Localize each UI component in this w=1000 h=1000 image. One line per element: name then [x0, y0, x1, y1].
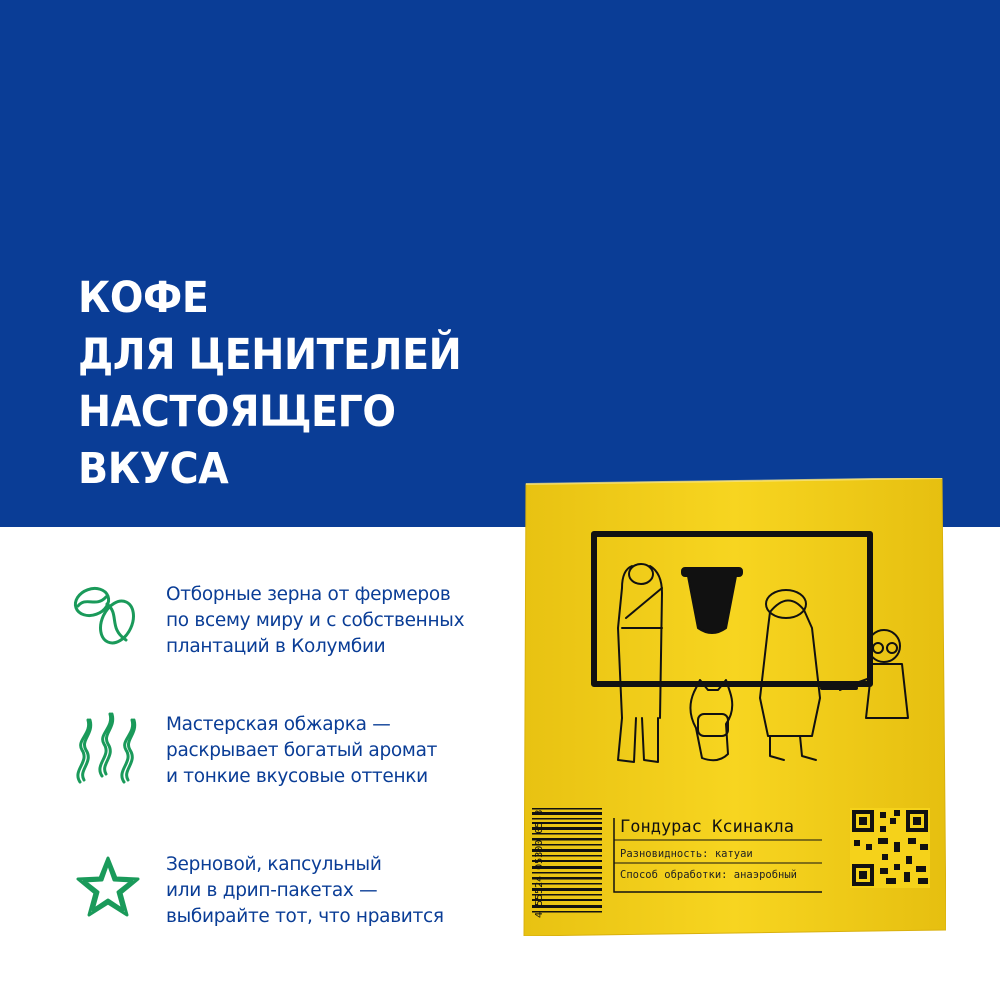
feature-roasting-line: и тонкие вкусовые оттенки	[166, 766, 428, 787]
feature-formats-line: выбирайте тот, что нравится	[166, 906, 444, 927]
star-icon	[72, 852, 144, 924]
feature-formats	[72, 852, 492, 952]
product-title: Гондурас Ксинакла	[620, 817, 794, 837]
barcode-number: 4 55524 05300 05 3	[534, 809, 545, 918]
feature-beans-line: плантаций в Колумбии	[166, 636, 386, 657]
qr-code	[850, 808, 930, 888]
feature-roasting-line: Мастерская обжарка —	[166, 714, 391, 735]
headline	[78, 270, 461, 498]
aroma-steam-icon	[72, 712, 144, 784]
feature-formats-line: или в дрип-пакетах —	[166, 880, 378, 901]
headline-line-1: КОФЕ	[78, 273, 209, 323]
feature-formats-text	[166, 852, 444, 930]
headline-line-3: НАСТОЯЩЕГО	[78, 387, 396, 437]
feature-beans-line: по всему миру и с собственных	[166, 610, 465, 631]
headline-line-4: ВКУСА	[78, 444, 229, 494]
coffee-package	[522, 478, 946, 936]
coffee-beans-icon	[72, 582, 144, 654]
feature-formats-line: Зерновой, капсульный	[166, 854, 382, 875]
feature-roasting-line: раскрывает богатый аромат	[166, 740, 438, 761]
product-process: Способ обработки: анаэробный	[620, 869, 798, 881]
headline-line-2: ДЛЯ ЦЕНИТЕЛЕЙ	[78, 330, 462, 380]
feature-beans-text	[166, 582, 464, 660]
feature-roasting-text	[166, 712, 437, 790]
feature-beans	[72, 582, 492, 682]
feature-roasting	[72, 712, 492, 812]
feature-beans-line: Отборные зерна от фермеров	[166, 584, 451, 605]
product-variety: Разновидность: катуаи	[620, 848, 753, 860]
